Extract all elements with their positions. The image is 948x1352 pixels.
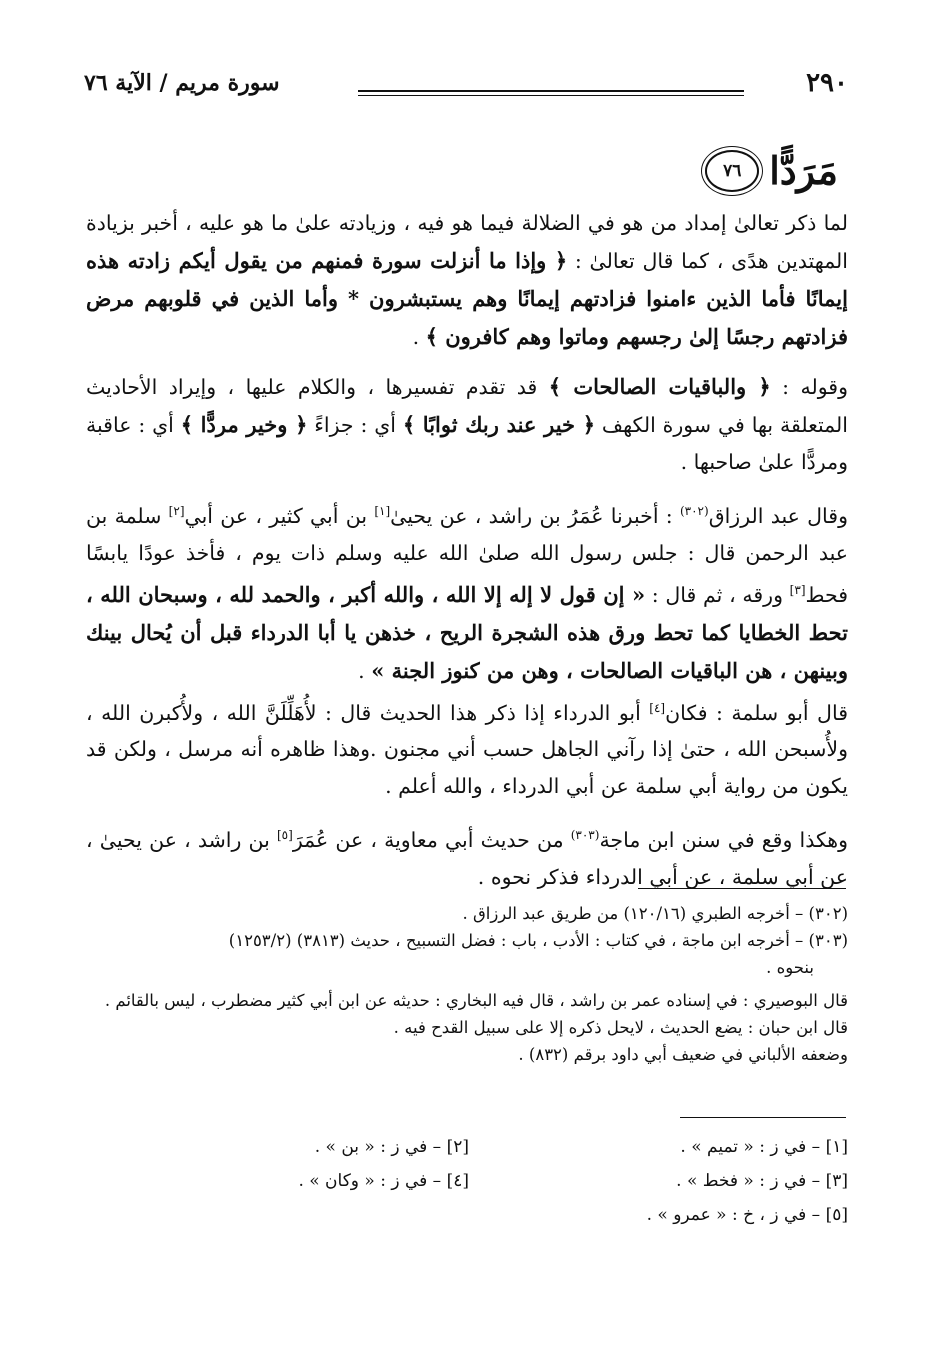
variant-ref: [٢] [168, 504, 185, 518]
variant-ref: [٥] [276, 828, 293, 843]
footnote-separator [638, 888, 846, 889]
verse-heading [705, 148, 838, 193]
text-segment: : أخبرنا عُمَرُ بن راشد ، عن يحيىٰ [390, 503, 680, 528]
footnote-albani: وضعفه الألباني في ضعيف أبي داود برقم (٨٣٢) . [518, 1045, 848, 1064]
verse-word: مَرَدًّا [769, 148, 838, 193]
text-segment: وقوله : [770, 375, 848, 399]
variant-ref: [٤] [649, 700, 666, 715]
variants-row [90, 1198, 848, 1232]
hadith-quote: « إن قول لا إله إلا الله ، والله أكبر ، والحمد لله ، وسبحان الله ، تحط الخطايا كما تحط ورق هذه الشجرة الريح ، خذهن يا أبا الدرداء قبل أن يُحال بينك وبينهن ، هن الباقيات الصالحات ، وهن من كنوز الجنة » [86, 581, 848, 683]
paragraph-2 [86, 368, 848, 481]
variant-3: [٣] – في ز : « فخط » . [676, 1171, 848, 1191]
quran-quote: ﴿ وخير مردًّا ﴾ [180, 412, 308, 437]
header-rule [358, 90, 744, 96]
text-segment: وهكذا وقع في سنن ابن ماجة [599, 828, 848, 853]
text-segment: أي : جزاءً [307, 413, 403, 437]
footnote-ref: (٣٠٢) [679, 504, 709, 518]
text-segment: . [412, 325, 426, 349]
text-segment: سلمة بن عبد الرحمن قال : جلس رسول الله صلىٰ الله عليه وسلم ذات يوم ، فأخذ عودًا يابسًا فحط [86, 503, 848, 607]
variants-row [90, 1130, 848, 1164]
text-segment: . [358, 658, 372, 683]
footnote-302: (٣٠٢) – أخرجه الطبري (١٢٠/١٦) من طريق عبد الرزاق . [462, 904, 848, 923]
manuscript-variants [90, 1130, 848, 1232]
footnote-303-continued: بنحوه . [766, 958, 814, 977]
page-header [84, 68, 848, 108]
footnotes [90, 900, 848, 1068]
text-segment: أبو الدرداء إذا ذكر هذا الحديث قال : لأُهَلِّلَنَّ الله ، ولأُكبرن الله ، ولأُسبحن الله ، حتىٰ إذا رآني الجاهل حسب أني مجنون .وهذا ظاهره أنه مرسل ، ولكن قد يكون من رواية أبي سلمة عن أبي الدرداء ، والله أعلم . [86, 700, 848, 799]
variants-separator [680, 1117, 846, 1118]
page-number: ٢٩٠ [806, 68, 848, 98]
paragraph-3 [86, 493, 848, 805]
text-segment: قد تقدم تفسيرها ، والكلام عليها ، وإيراد الأحاديث المتعلقة بها في سورة الكهف [86, 375, 848, 437]
text-segment: بن أبي كثير ، عن أبي [184, 503, 375, 528]
text-segment: أي : عاقبة ومردًّا علىٰ صاحبها . [86, 413, 848, 474]
text-segment: قال أبو سلمة : فكان [665, 700, 848, 725]
footnote-303: (٣٠٣) – أخرجه ابن ماجة ، في كتاب : الأدب ، باب : فضل التسبيح ، حديث (٣٨١٣) (١٢٥٣/٢) [228, 931, 848, 950]
variant-4: [٤] – في ز : « وكان » . [298, 1171, 469, 1191]
commentary-body [86, 205, 848, 908]
quran-quote: ﴿ خير عند ربك ثوابًا ﴾ [402, 412, 595, 437]
footnote-busiri: قال البوصيري : في إسناده عمر بن راشد ، قال فيه البخاري : حديثه عن ابن أبي كثير مضطرب ، ليس بالقائم . قال ابن حبان : يضع الحديث ، لايحل ذكره إلا على سبيل القدح فيه . [104, 991, 848, 1037]
paragraph-1 [86, 205, 848, 356]
footnote-ref: (٣٠٣) [570, 828, 600, 843]
text-segment: ورقه ، ثم قال : [645, 582, 790, 607]
variant-5: [٥] – في ز ، خ : « عمرو » . [646, 1205, 848, 1225]
quran-quote: ﴿ والباقيات الصالحات ﴾ [548, 374, 771, 399]
variants-row [90, 1164, 848, 1198]
verse-number-marker: ٧٦ [705, 150, 759, 192]
text-segment: وقال عبد الرزاق [708, 503, 849, 528]
quran-quote: ﴿ وإذا ما أنزلت سورة فمنهم من يقول أيكم زادته هذه إيمانًا فأما الذين ءامنوا فزادتهم إيمانًا وهم يستبشرون * وأما الذين في قلوبهم مرض فزادتهم رجسًا إلىٰ رجسهم وماتوا وهم كافرون ﴾ [86, 248, 848, 349]
variant-ref: [٣] [789, 582, 806, 597]
variant-1: [١] – في ز : « تميم » . [680, 1137, 848, 1157]
text-segment: من حديث أبي معاوية ، عن عُمَرَ [292, 828, 571, 853]
text-segment: لما ذكر تعالىٰ إمداد من هو في الضلالة فيما هو فيه ، وزيادته علىٰ ما هو عليه ، أخبر بزيادة المهتدين هدًى ، كما قال تعالىٰ : [86, 211, 848, 273]
variant-ref: [١] [374, 504, 391, 518]
variant-2: [٢] – في ز : « بن » . [314, 1137, 469, 1157]
running-title: سورة مريم / الآية ٧٦ [84, 70, 280, 96]
text-segment: بن راشد ، عن يحيىٰ ، عن أبي سلمة ، عن أبي الدرداء فذكر نحوه . [86, 828, 848, 890]
paragraph-4 [86, 817, 848, 896]
